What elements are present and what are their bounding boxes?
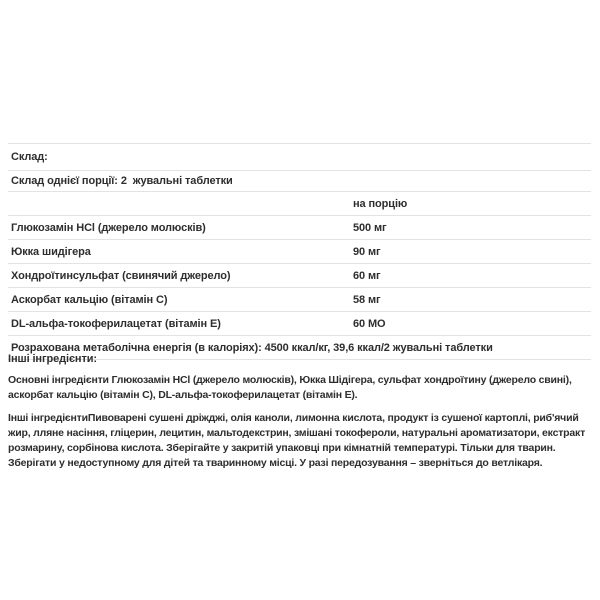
ingredient-amount: 58 мг: [353, 293, 381, 306]
table-row: [8, 216, 591, 240]
ingredient-name: DL-альфа-токоферилацетат (вітамін E): [11, 317, 221, 330]
ingredient-amount: 60 МО: [353, 317, 386, 330]
main-ingredients-paragraph: Основні інгредієнти Глюкозамін HCl (джерело молюсків), Юкка Шідігера, сульфат хондроїтину (джерело свині), аскорбат кальцію (вітамін C), DL-альфа-токоферилацетат (вітамін E).: [8, 374, 572, 401]
supplement-facts-panel: [8, 143, 591, 360]
ingredient-amount: 500 мг: [353, 221, 387, 234]
metabolic-energy-note: Розрахована метаболічна енергія (в калоріях): 4500 ккал/кг, 39,6 ккал/2 жувальні таблетки: [11, 341, 493, 354]
ingredient-name: Юкка шидігера: [11, 245, 91, 258]
column-header-row: [8, 192, 591, 216]
other-ingredients-paragraph: Інші інгредієнтиПивоварені сушені дріжджі, олія каноли, лимонна кислота, продукт із сушеної картоплі, риб'ячий жир, лляне насіння, гліцерин, лецитин, мальтодекстрин, змішані токофероли, натуральні ароматизатори, екстракт розмарину, сорбінова кислота. Зберігайте у закритій упаковці при кімнатній температурі. Тільки для тварин. Зберігати у недоступному для дітей та тваринному місці. У разі передозування – зверніться до ветлікаря.: [8, 412, 586, 469]
serving-info: Склад однієї порції: 2 жувальні таблетки: [11, 175, 233, 187]
per-serving-column-header: на порцію: [353, 197, 408, 210]
ingredient-amount: 60 мг: [353, 269, 381, 282]
table-row: [8, 240, 591, 264]
table-row: [8, 288, 591, 312]
ingredient-name: Аскорбат кальцію (вітамін C): [11, 293, 168, 306]
serving-info-row: [8, 171, 591, 192]
composition-title-row: [8, 143, 591, 171]
other-ingredients-heading: Інші інгредієнти:: [8, 353, 97, 365]
ingredient-amount: 90 мг: [353, 245, 381, 258]
ingredient-name: Хондроїтинсульфат (свинячий джерело): [11, 269, 231, 282]
composition-title: Склад:: [11, 151, 48, 163]
table-row: [8, 312, 591, 336]
table-row: [8, 264, 591, 288]
ingredient-name: Глюкозамін HCl (джерело молюсків): [11, 221, 206, 234]
other-ingredients-section: [8, 347, 586, 471]
